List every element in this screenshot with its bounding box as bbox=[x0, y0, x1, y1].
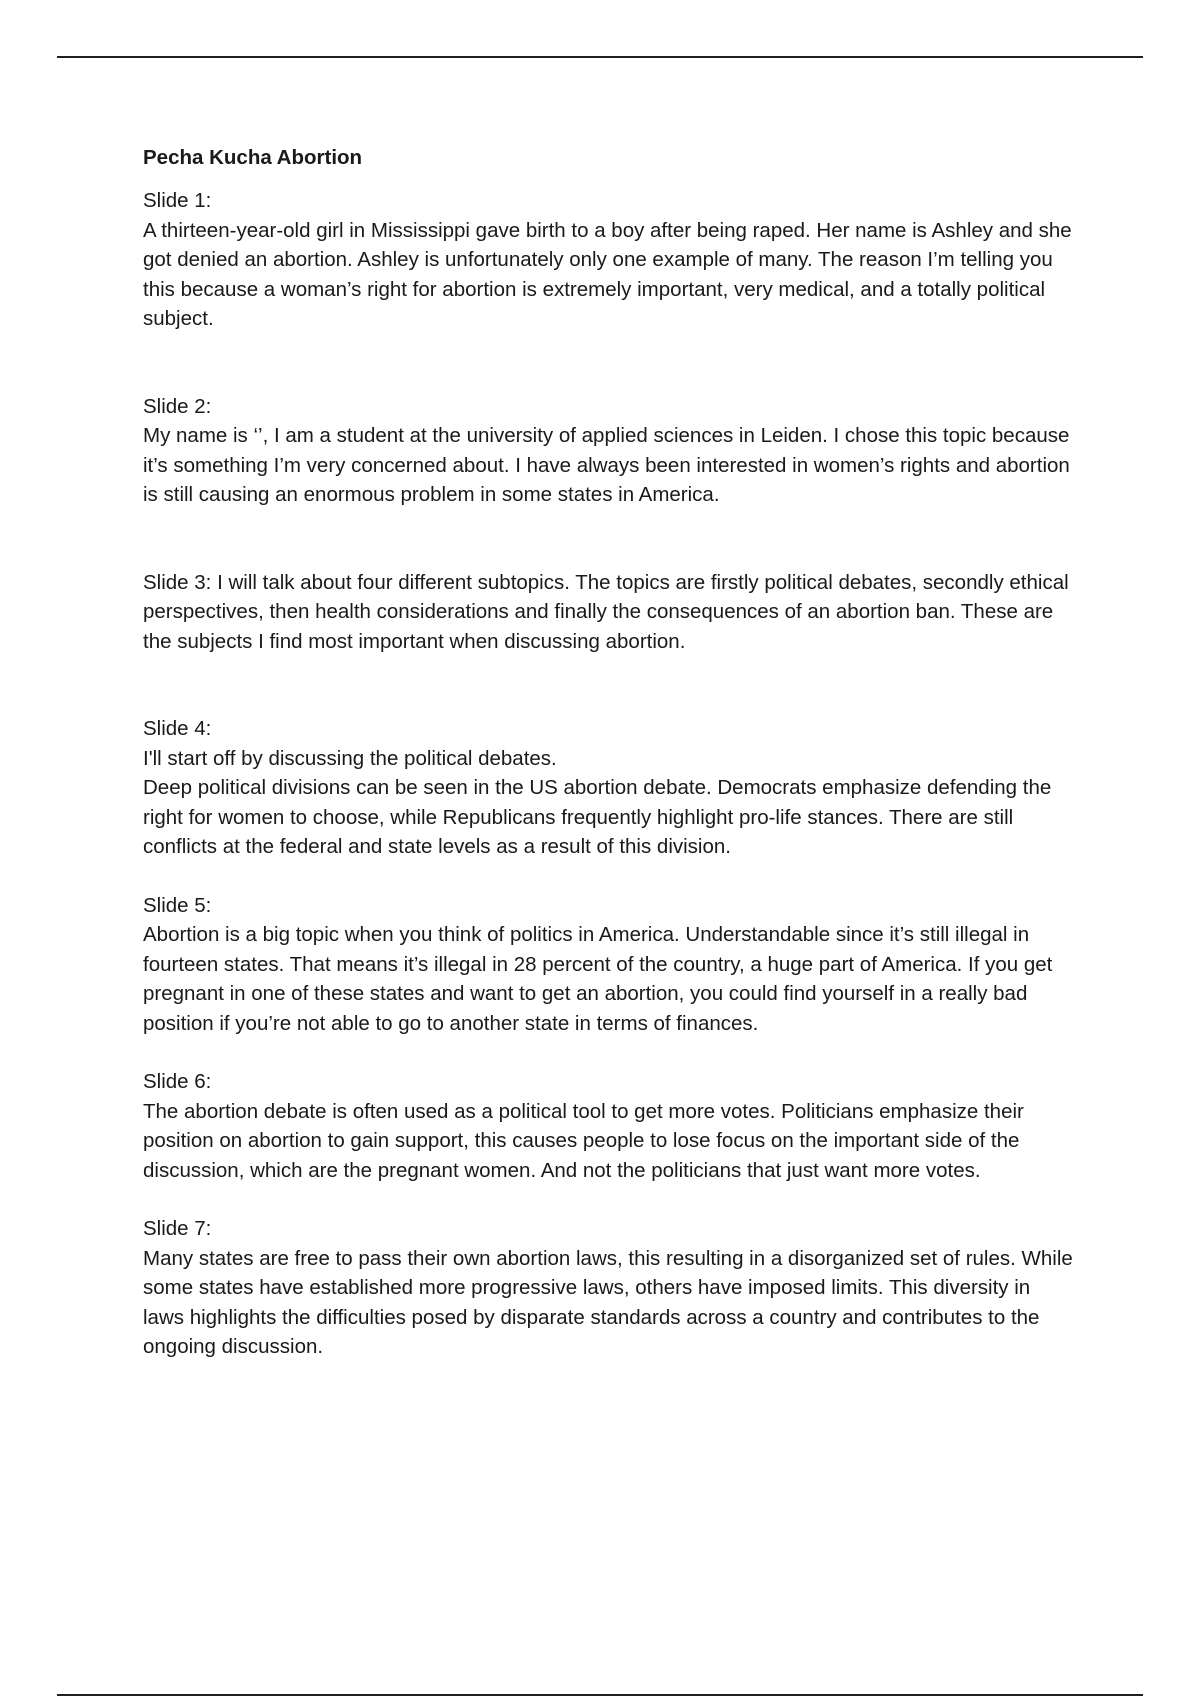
slide-7 bbox=[143, 1214, 1073, 1362]
slide-6 bbox=[143, 1067, 1073, 1185]
slide-5-text: Abortion is a big topic when you think of politics in America. Understandable since it’s still illegal in fourteen states. That means it’s illegal in 28 percent of the country, a huge part of America. If you get pregnant in one of these states and want to get an abortion, you could find yourself in a really bad position if you’re not able to go to another state in terms of finances. bbox=[143, 923, 1053, 1035]
slide-2 bbox=[143, 392, 1073, 510]
slide-4-heading: Slide 4: bbox=[143, 717, 212, 740]
slide-7-text: Many states are free to pass their own abortion laws, this resulting in a disorganized set of rules. While some states have established more progressive laws, others have imposed limits. This diversity in laws highlights the difficulties posed by disparate standards across a country and contributes to the ongoing discussion. bbox=[143, 1246, 1073, 1358]
slide-3 bbox=[143, 568, 1073, 657]
slide-2-text: My name is ‘’, I am a student at the university of applied sciences in Leiden. I chose this topic because it’s something I’m very concerned about. I have always been interested in women’s rights and abortion is still causing an enormous problem in some states in America. bbox=[143, 424, 1070, 506]
slide-1-text: A thirteen-year-old girl in Mississippi gave birth to a boy after being raped. Her name is Ashley and she got denied an abortion. Ashley is unfortunately only one example of many. The reason I’m telling you this because a woman’s right for abortion is extremely important, very medical, and a totally political subject. bbox=[143, 218, 1072, 330]
slide-3-text: Slide 3: I will talk about four different subtopics. The topics are firstly political debates, secondly ethical perspectives, then health considerations and finally the consequences of an abortion ban. These are the subjects I find most important when discussing abortion. bbox=[143, 570, 1069, 653]
slide-5-heading: Slide 5: bbox=[143, 893, 212, 917]
document-title: Pecha Kucha Abortion bbox=[143, 146, 363, 169]
slide-7-heading: Slide 7: bbox=[143, 1217, 212, 1240]
header-rule bbox=[57, 56, 1143, 58]
slide-4-intro: I'll start off by discussing the political debates. bbox=[143, 746, 557, 770]
slide-6-heading: Slide 6: bbox=[143, 1070, 212, 1093]
document-body bbox=[143, 143, 1073, 1362]
slide-4-text: Deep political divisions can be seen in the US abortion debate. Democrats emphasize defending the right for women to choose, while Republicans frequently highlight pro-life stances. There are still conflicts at the federal and state levels as a result of this division. bbox=[143, 776, 1052, 858]
footer-rule bbox=[57, 1694, 1143, 1696]
slide-1 bbox=[143, 186, 1073, 334]
slide-4 bbox=[143, 714, 1073, 862]
slide-6-text: The abortion debate is often used as a political tool to get more votes. Politicians emphasize their position on abortion to gain support, this causes people to lose focus on the important side of the discussion, which are the pregnant women. And not the politicians that just want more votes. bbox=[143, 1099, 1024, 1182]
slide-2-heading: Slide 2: bbox=[143, 394, 212, 418]
slide-5 bbox=[143, 891, 1073, 1039]
slide-1-heading: Slide 1: bbox=[143, 189, 212, 212]
